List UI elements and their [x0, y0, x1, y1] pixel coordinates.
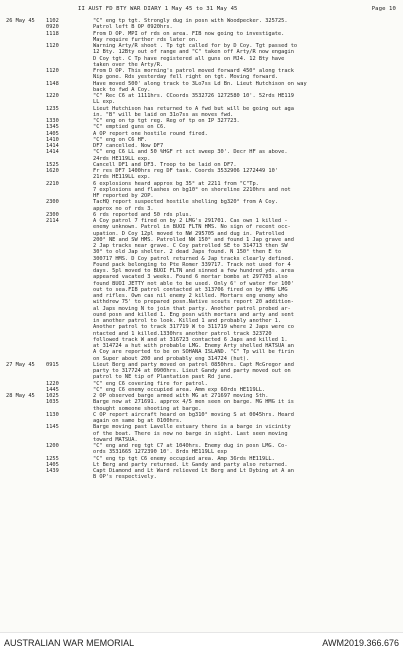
entry-text: at 314724 a hut with probable LMG. Enemy Arty shelled HATSUA an [93, 343, 294, 349]
entry-time: 1220 [46, 93, 59, 99]
entry-text: on Super about 200 and probably eng 314724 (hut). [93, 355, 250, 362]
entry-time: 1130 [46, 411, 59, 418]
entry-time: 0920 [46, 24, 59, 31]
diary-title: II AUST FD BTY WAR DIARY 1 May 45 to 31 May 45 [78, 6, 238, 12]
entry-time: 1330 [46, 118, 59, 124]
entry-time: 1120 [46, 68, 59, 74]
entry-text: C OP report aircraft heard on bg310° moving S at 0045hrs. Heard [93, 411, 294, 418]
entry-text: Barge moving past Lavelle estuary there is a barge in vicinity [93, 424, 291, 431]
entry-text: enemy unknown. Patrol in BUOI FLTN HMS. No sign of recent occ- [93, 224, 291, 231]
entry-text: back to fwd A Coy. [93, 86, 151, 93]
entry-text: again on same bg at 0100hrs. [93, 418, 183, 424]
entry-text: A Coy are reported to be on SOHANA ISLAND. "C" Tp will be firin [93, 349, 294, 356]
entry-text: thought someone shooting at barge. [93, 405, 202, 412]
entry-text: party to 317724 at 0900hrs. Lieut Gandy and party moved out on [93, 368, 291, 374]
entry-text: HF reported by 2OP. [93, 193, 154, 199]
entry-text: "C" eng on tp tgt reg. Reg of tp on IP 327723. [93, 118, 240, 124]
entry-time: 1148 [46, 80, 59, 87]
entry-text: Found pack belonging to Pte Romer 339717. Track not used for 4 [93, 261, 291, 268]
diary-entries [6, 18, 398, 481]
entry-text: Fr res DF7 1400hrs reg DF task. Coords 3532906 1272449 10' [93, 168, 278, 174]
entry-time: 1035 [46, 399, 59, 406]
entry-text: "C" emptied guns on C6. [93, 124, 167, 131]
entry-text: TacHQ report suspected hostile shelling bg320° from A Coy. [93, 199, 278, 206]
entry-time: 1445 [46, 386, 59, 393]
entry-time: 1414 [46, 143, 59, 149]
entry-time: 2114 [46, 218, 59, 224]
entry-text: Nip gone. Rds yesterday fell right on tgt. Moving forward. [93, 74, 278, 81]
entry-text: approx no of rds 3. [93, 205, 154, 212]
entry-text: "C" eng C6 LL and 50 %HGF rt sct sweep 30'. Decr HF as above. [93, 149, 288, 156]
entry-text: Lt Berg and party returned. Lt Gandy and party also returned. [93, 461, 288, 468]
entry-date: 26 May 45 [6, 18, 35, 24]
entry-time: 1525 [46, 161, 59, 168]
entry-text: found BUOI JETTY not able to be used. Only 6' of water for 100' [93, 280, 294, 287]
entry-text: A Coy patrol 7 fired on by 2 LMG's 291701. Cas own 1 killed - [93, 218, 288, 224]
page-number: Page 10 [371, 6, 396, 12]
entry-text: May require further rds later on. [93, 36, 199, 43]
entry-text: 2 Jap tracks near grave. C Coy patrolled SE to 314713 then SW [93, 243, 288, 249]
entry-text: days. 5pl moved to BUOI FLTN and sinned a few hundred yds. area [93, 268, 294, 274]
entry-text: in. "B" will be laid on 31o7ss as moves fwd. [93, 111, 234, 118]
entry-time: 1235 [46, 105, 59, 112]
entry-text: taken over the Arty/R. [93, 61, 164, 68]
entry-text: 7 explosions and flashes on bg10° on shoreline 2210hrs and not [93, 186, 291, 193]
entry-text: 200° NE and SW HMS. Patrolled NW 150° and found 1 Jap grave and [93, 236, 294, 243]
entry-text: 300717 HMS. D Coy patrol returned & Jap tracks clearly defined. [93, 255, 294, 262]
entry-time: 2300 [46, 199, 59, 206]
entry-time: 1439 [46, 468, 59, 474]
entry-date: 27 May 45 [6, 361, 35, 368]
entry-text: "C" eng tp tgt. Strongly dug in posn with Woodpecker. 325725. [93, 18, 288, 24]
entry-time: 1145 [46, 424, 59, 431]
entry-text: LL exp. [93, 99, 116, 106]
entry-text: 6 explosions heard approx bg 35° at 2211 from "C"Tp. [93, 180, 259, 187]
entry-time: 1102 [46, 18, 59, 24]
entry-text: and rifles. Own cas nil enemy 2 killed. Mortars eng enemy who [93, 293, 288, 299]
entry-text: toward MATSUA. [93, 436, 138, 443]
entry-text: Warning Arty/R shoot . Tp tgt called for by D Coy. Tgt passed to [93, 43, 298, 49]
diary-entry-row [6, 474, 398, 480]
entry-text: From D OP. MPI of rds on area. FIB now going to investigate. [93, 30, 285, 37]
entry-time: 1405 [46, 461, 59, 468]
entry-time: 0915 [46, 361, 59, 368]
entry-text: ords 3531665 1272390 10'. 8rds HE119LL exp [93, 449, 227, 456]
entry-text: 21rds HE119LL exp. [93, 174, 151, 181]
entry-time: 2210 [46, 180, 59, 187]
entry-text: upation. D Coy 12pl moved to NW 295705 and dug in. Patrolled [93, 230, 285, 237]
entry-text: B OP's respectively. [93, 474, 157, 481]
entry-text: Lieut Hutchison has returned to A fwd but will be going out aga [93, 105, 294, 112]
entry-text: 6 rds reported and 50 rds plus. [93, 211, 192, 218]
entry-time: 1620 [46, 168, 59, 174]
entry-text: appeared vacated 3 weeks. Found 6 mortar bombs at 297703 also [93, 274, 288, 281]
entry-time: 1255 [46, 455, 59, 462]
entry-text: 24rds HE119LL exp. [93, 155, 151, 162]
entry-text: "C" eng tp tgt C6 enemy occupied area. Amp 36rds HE119LL. [93, 455, 275, 462]
entry-text: A OP report one hostile round fired. [93, 130, 208, 137]
entry-text: Patrol left B OP 0920hrs. [93, 24, 173, 31]
entry-text: "C" Rec C6 at 1111hrs. CCoords 3532726 1272580 10'. 52rds HE119 [93, 93, 294, 99]
entry-text: 12 Bty. 12Bty out of range and "C" taken off Arty/R now engagin [93, 49, 294, 56]
archive-footer [0, 632, 403, 653]
entry-text: in another patrol to look. Killed 1 and probably another 1. [93, 318, 282, 324]
entry-text: "C" eng and reg tgt C7 at 1040hrs. Enemy dug in posn LMG. Co- [93, 443, 288, 449]
entry-time: 1410 [46, 136, 59, 143]
entry-text: Cancell DF1 and DF3. Troop to be laid on DF7. [93, 161, 237, 168]
entry-text: "C" eng C6 covering fire for patrol. [93, 380, 208, 387]
archive-reference: AWM2019.366.676 [322, 638, 399, 648]
entry-text: D Coy tgt. C Tp have registered all guns on MJ4. 12 Bty have [93, 55, 285, 62]
entry-text: ntacted and 1 killed.1330hrs another patrol track 323720 [93, 330, 272, 337]
entry-time: 1118 [46, 30, 59, 37]
entry-text: al Japs moving N to join that party. Another patrol probed ar- [93, 305, 291, 312]
entry-time: 1120 [46, 43, 59, 49]
entry-text: patrol to NE tip of Plantation past Rd june. [93, 374, 234, 381]
entry-text: From D OP. This morning's patrol moved forward 450° along track [93, 68, 294, 74]
entry-text: 30° to old Jap shelter. 2 dead Japs found. N 150° then E to [93, 249, 282, 256]
entry-text: Capt Diamond and Lt Ward relieved Lt Berg and Lt Dybing at A an [93, 468, 294, 474]
entry-time: 1200 [46, 443, 59, 449]
entry-date: 28 May 45 [6, 393, 35, 399]
archive-name: AUSTRALIAN WAR MEMORIAL [4, 638, 135, 648]
entry-text: "C" eng C6 enemy occupied area. Amm exp 60rds HE119LL. [93, 386, 266, 393]
entry-time: 1405 [46, 130, 59, 137]
entry-text: withdrew 75' to prepared posn.Native scouts report 20 addition- [93, 299, 294, 306]
entry-text: Lieut Berg and party moved on patrol 0850hrs. Capt McGregor and [93, 361, 294, 368]
entry-text: out to sea.FIB patrol contacted at 313706 fired on by HMG LMG [93, 286, 288, 293]
entry-text: Have moved 500' along track to 3Lo7ss Ld Bn. Lieut Hutchison on way [93, 80, 307, 87]
entry-text: of the boat. There is now no barge in sight. Last seen moving [93, 430, 288, 437]
entry-text: "C" eng on C6 HF. [93, 136, 148, 143]
entry-text: DF7 cancelled. Now DF7 [93, 143, 164, 149]
entry-time: 1025 [46, 393, 59, 399]
entry-time: 1220 [46, 380, 59, 387]
entry-text: ound posn and killed 1. Eng posn with mortars and arty and sent [93, 311, 294, 318]
entry-text: Barge now at 271691. approx 4/5 men seen on barge. MG HMG it is [93, 399, 294, 406]
entry-text: Another patrol to track 317719 W to 311719 where 2 Japs were co [93, 324, 294, 331]
entry-text: 2 OP observed barge armed with MG at 271697 moving Sth. [93, 393, 269, 399]
entry-time: 1414 [46, 149, 59, 156]
entry-text: followed track W and at 316723 contacted 6 Japs and killed 1. [93, 336, 288, 343]
entry-time: 1345 [46, 124, 59, 131]
entry-time: 2300 [46, 211, 59, 218]
